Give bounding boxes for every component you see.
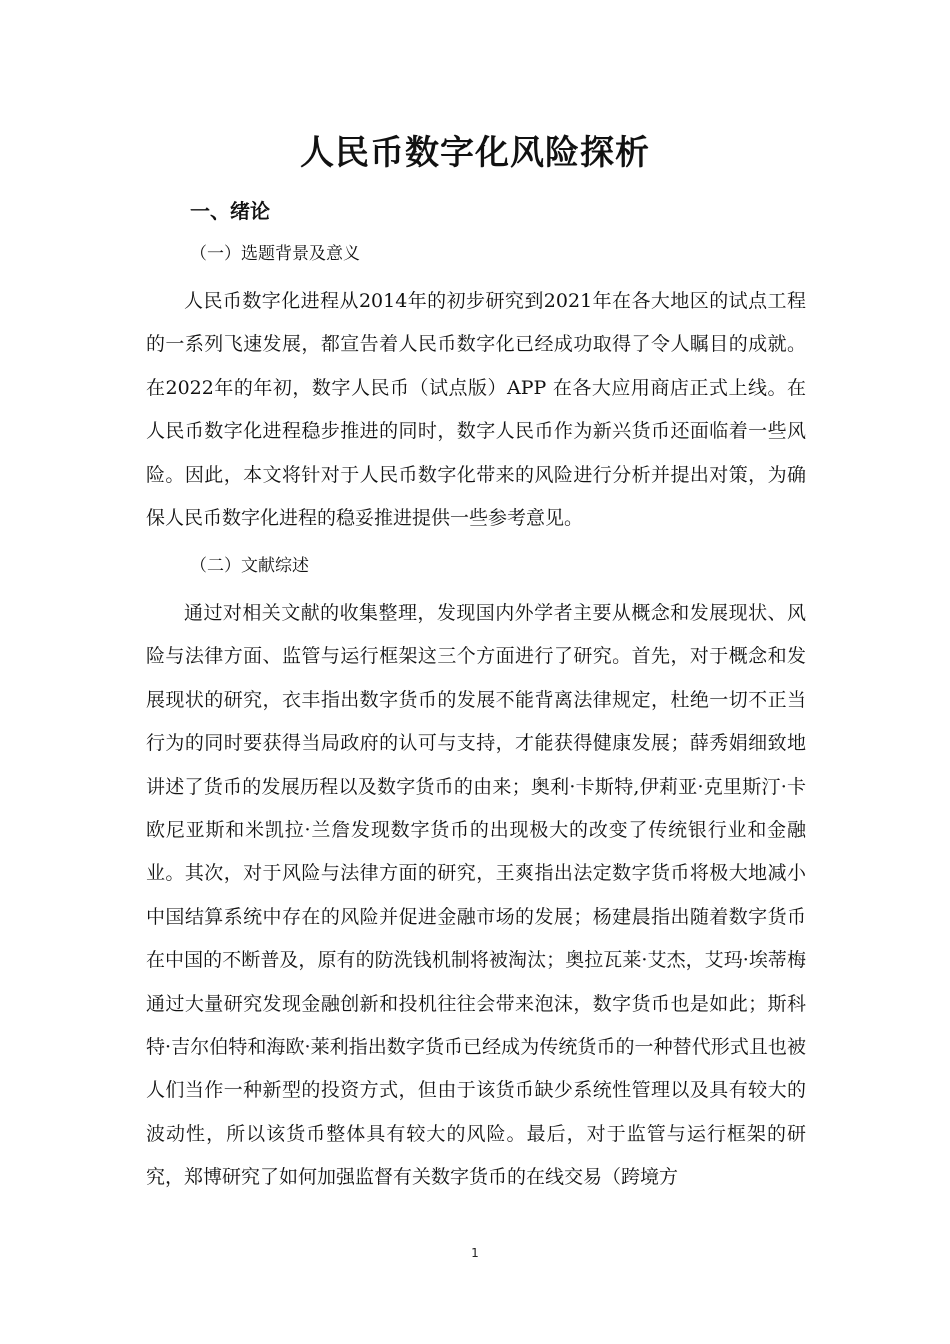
page-number: 1: [471, 1246, 479, 1260]
section-heading: 一、绪论: [190, 199, 270, 223]
document-title: 人民币数字化风险探析: [300, 133, 650, 173]
paragraph-background: 人民币数字化进程从2014年的初步研究到2021年在各大地区的试点工程的一系列飞速发展，都宣告着人民币数字化已经成功取得了令人瞩目的成就。在2022年的年初，数字人民币（试点版）APP 在各大应用商店正式上线。在人民币数字化进程稳步推进的同时，数字人民币作为新兴货币还面临着一些风险。因此，本文将针对于人民币数字化带来的风险进行分析并提出对策，为确保人民币数字化进程的稳妥推进提供一些参考意见。: [146, 290, 806, 530]
subsection-heading-literature-review: （二）文献综述: [190, 556, 309, 576]
subsection-heading-background: （一）选题背景及意义: [190, 244, 360, 264]
paragraph-literature-review: 通过对相关文献的收集整理，发现国内外学者主要从概念和发展现状、风险与法律方面、监管与运行框架这三个方面进行了研究。首先，对于概念和发展现状的研究，衣丰指出数字货币的发展不能背离法律规定，杜绝一切不正当行为的同时要获得当局政府的认可与支持，才能获得健康发展；薛秀娟细致地讲述了货币的发展历程以及数字货币的由来；奥利·卡斯特,伊莉亚·克里斯汀·卡欧尼亚斯和米凯拉·兰詹发现数字货币的出现极大的改变了传统银行业和金融业。其次，对于风险与法律方面的研究，王爽指出法定数字货币将极大地减小中国结算系统中存在的风险并促进金融市场的发展；杨建晨指出随着数字货币在中国的不断普及，原有的防洗钱机制将被淘汰；奥拉瓦莱·艾杰，艾玛·埃蒂梅通过大量研究发现金融创新和投机往往会带来泡沫，数字货币也是如此；斯科特·吉尔伯特和海欧·莱利指出数字货币已经成为传统货币的一种替代形式且也被人们当作一种新型的投资方式，但由于该货币缺少系统性管理以及具有较大的波动性，所以该货币整体具有较大的风险。最后，对于监管与运行框架的研究，郑博研究了如何加强监督有关数字货币的在线交易（跨境方: [146, 602, 806, 1189]
